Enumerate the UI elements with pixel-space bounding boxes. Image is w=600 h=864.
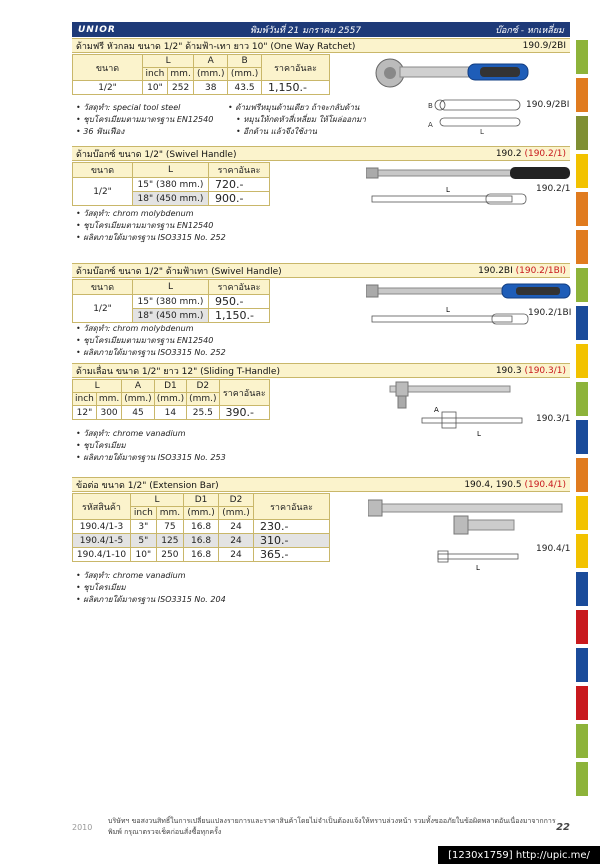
image-label: 190.2/1BI (528, 308, 572, 318)
print-date: พิมพ์วันที่ 21 มกราคม 2557 (249, 25, 362, 36)
spec-table-t-handle: L A D1 D2 ราคาอันละ inch mm. (mm.) (mm.) (mm.) 12" 300 45 14 25.5 390.- (72, 379, 270, 420)
table-row: 1/2" 15" (380 mm.) 720.- (73, 178, 270, 192)
notes-t-handle: • วัสดุทำ: chrome vanadium • ชุบโครเมียม • ผลิตภายใต้มาตรฐาน ISO3315 No. 253 (76, 428, 226, 464)
product-code: 190.4, 190.5 (190.4/1) (464, 479, 566, 490)
category-tab[interactable] (576, 458, 588, 492)
notes-swivel-bi: • วัสดุทำ: chrom molybdenum • ชุบโครเมียมตามมาตรฐาน EN12540 • ผลิตภายใต้มาตรฐาน ISO3315 No. 252 (76, 323, 226, 359)
svg-text:A: A (428, 121, 433, 129)
category-tab[interactable] (576, 154, 588, 188)
category-tab[interactable] (576, 686, 588, 720)
notes-left-ratchet: • วัสดุทำ: special tool steel • ชุบโครเมียมตามมาตรฐาน EN12540 • 36 ฟันเฟือง (76, 102, 213, 138)
section-title-bar (72, 263, 570, 278)
table-row: 1/2" 15" (380 mm.) 950.- (73, 295, 270, 309)
product-section-extension (72, 477, 570, 492)
category-tab[interactable] (576, 762, 588, 796)
product-code: 190.2BI (190.2/1BI) (478, 265, 566, 276)
page-footer (72, 816, 570, 838)
swivel-handle-bi-image (366, 282, 576, 332)
category-label: บ๊อกซ์ - หกเหลี่ยม (495, 25, 564, 36)
category-tab[interactable] (576, 724, 588, 758)
category-tab[interactable] (576, 306, 588, 340)
section-title-bar (72, 38, 570, 53)
table-row: 190.4/1-5 5" 125 16.8 24 310.- (73, 534, 330, 548)
watermark-bar: [1230x1759] http://upic.me/ (438, 846, 600, 864)
category-tab[interactable] (576, 344, 588, 378)
table-row: 190.4/1-10 10" 250 16.8 24 365.- (73, 548, 330, 562)
table-row: 18" (450 mm.) 1,150.- (73, 309, 270, 323)
product-section-swivel (72, 146, 570, 161)
notes-extension: • วัสดุทำ: chrome vanadium • ชุบโครเมียม • ผลิตภายใต้มาตรฐาน ISO3315 No. 204 (76, 570, 226, 606)
table-row: 1/2" 10" 252 38 43.5 1,150.- (73, 81, 330, 95)
product-section-swivel-bi (72, 263, 570, 278)
footer-disclaimer: บริษัทฯ ขอสงวนสิทธิ์ในการเปลี่ยนแปลงรายการและราคาสินค้าโดยไม่จำเป็นต้องแจ้งให้ทราบล่วงหน้า รวมทั้งขออภัยในข้อผิดพลาดอันเนื่องมาจากการพิมพ์ กรุณาตรวจเช็คก่อนสั่งซื้อทุกครั้ง (108, 817, 556, 836)
brand-logo: UNIOR (78, 24, 116, 35)
category-tab[interactable] (576, 268, 588, 302)
section-title-bar (72, 477, 570, 492)
category-tab[interactable] (576, 78, 588, 112)
catalog-header (72, 22, 570, 37)
category-tab[interactable] (576, 230, 588, 264)
section-title: ด้ามฟรี หัวกลม ขนาด 1/2" ด้ามฟ้า-เทา ยาว 10" (One Way Ratchet) (76, 41, 356, 52)
category-tab[interactable] (576, 420, 588, 454)
category-tab[interactable] (576, 610, 588, 644)
section-title-bar (72, 363, 570, 378)
category-tab[interactable] (576, 496, 588, 530)
footer-year: 2010 (72, 822, 93, 832)
table-row: 190.4/1-3 3" 75 16.8 24 230.- (73, 520, 330, 534)
product-section-t-handle (72, 363, 570, 378)
spec-table-swivel-bi: ขนาด L ราคาอันละ 1/2" 15" (380 mm.) 950.- 18" (450 mm.) 1,150.- (72, 279, 270, 323)
product-section-ratchet (72, 38, 570, 53)
category-tab[interactable] (576, 648, 588, 682)
spec-table-swivel: ขนาด L ราคาอันละ 1/2" 15" (380 mm.) 720.- 18" (450 mm.) 900.- (72, 162, 270, 206)
section-title: ด้ามบ๊อกซ์ ขนาด 1/2" ด้ามฟ้าเทา (Swivel Handle) (76, 266, 282, 277)
svg-text:L: L (477, 430, 481, 438)
svg-text:L: L (446, 186, 450, 194)
section-title: ข้อต่อ ขนาด 1/2" (Extension Bar) (76, 480, 219, 491)
section-title: ด้ามเลื่อน ขนาด 1/2" ยาว 12" (Sliding T-Handle) (76, 366, 280, 377)
section-title-bar (72, 146, 570, 161)
notes-right-ratchet: • ด้ามฟรีหมุนด้านเดียว ถ้าจะกลับด้าน • หมุนให้กดหัวสี่เหลี่ยม ให้โผล่ออกมา • อีกด้าน แล้วจึงใช้งาน (228, 102, 366, 138)
spec-table-ratchet: ขนาด L A B ราคาอันละ inch mm. (mm.) (mm.) 1/2" 10" 252 38 43.5 1,150.- (72, 54, 330, 95)
product-code: 190.9/2BI (522, 40, 566, 51)
svg-text:L: L (480, 128, 484, 136)
notes-swivel: • วัสดุทำ: chrom molybdenum • ชุบโครเมียมตามมาตรฐาน EN12540 • ผลิตภายใต้มาตรฐาน ISO3315 No. 252 (76, 208, 226, 244)
t-handle-image (382, 380, 532, 440)
category-tab[interactable] (576, 40, 588, 74)
category-tab[interactable] (576, 534, 588, 568)
section-title: ด้ามบ๊อกซ์ ขนาด 1/2" (Swivel Handle) (76, 149, 237, 160)
image-label: 190.3/1 (536, 414, 571, 424)
product-code: 190.3 (190.3/1) (495, 365, 566, 376)
extension-bar-image (368, 494, 568, 574)
table-row: 12" 300 45 14 25.5 390.- (73, 406, 270, 420)
image-label: 190.9/2BI (526, 100, 570, 110)
category-tab[interactable] (576, 116, 588, 150)
svg-text:L: L (476, 564, 480, 572)
category-tab[interactable] (576, 192, 588, 226)
image-label: 190.4/1 (536, 544, 571, 554)
svg-text:A: A (434, 406, 439, 414)
svg-text:L: L (446, 306, 450, 314)
category-tab[interactable] (576, 382, 588, 416)
page-number: 22 (556, 821, 570, 833)
product-code: 190.2 (190.2/1) (495, 148, 566, 159)
spec-table-extension: รหัสสินค้า L D1 D2 ราคาอันละ inch mm. (mm.) (mm.) 190.4/1-3 3" 75 16.8 24 230.- 190.4/1-5 5" 125 16.8 24 310.- 190.4/1-10 10" 250 16.8 24 365.- (72, 493, 330, 562)
table-row: 18" (450 mm.) 900.- (73, 192, 270, 206)
category-tab[interactable] (576, 572, 588, 606)
ratchet-image (370, 56, 570, 136)
image-label: 190.2/1 (536, 184, 571, 194)
svg-text:B: B (428, 102, 433, 110)
